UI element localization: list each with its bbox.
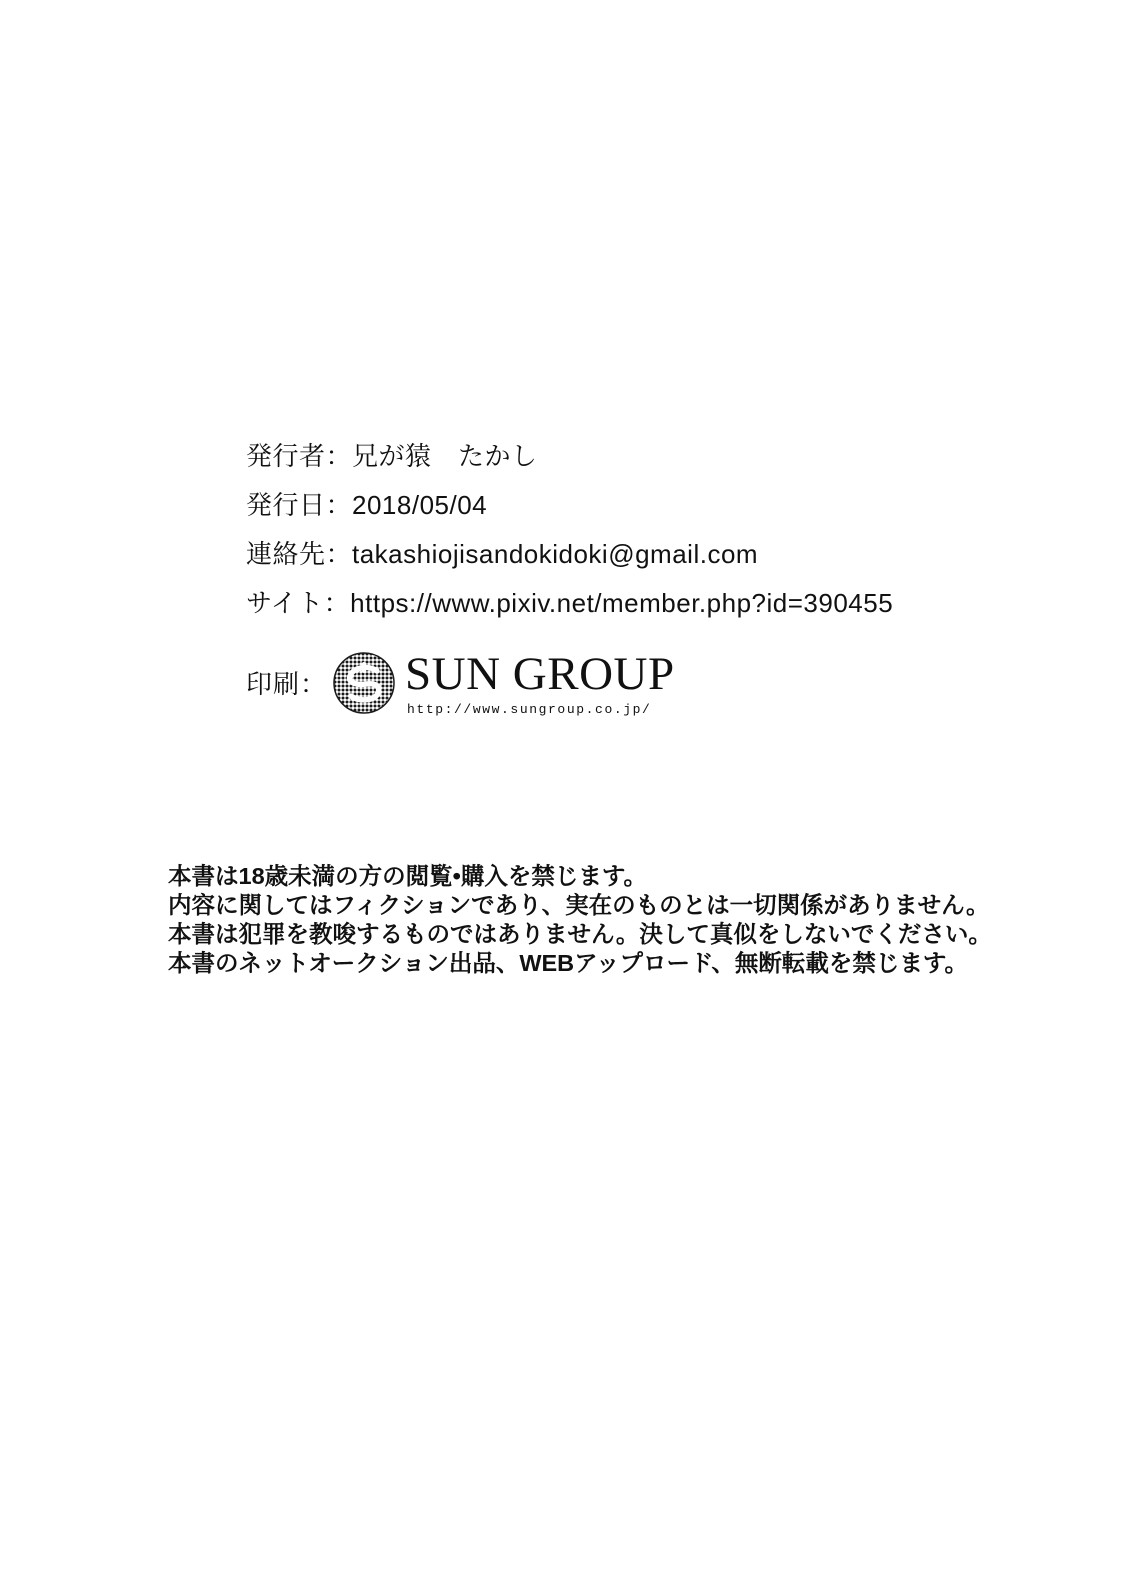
colophon-contact-email: 連絡先：takashiojisandokidoki@gmail.com (246, 539, 759, 569)
notice-line-fiction: 内容に関してはフィクションであり、実在のものとは一切関係がありません。 (168, 892, 990, 918)
notice-line-no-reupload: 本書のネットオークション出品、WEBアップロード、無断転載を禁じます。 (168, 950, 969, 976)
notice-line-no-crime: 本書は犯罪を教唆するものではありません。決して真似をしないでください。 (168, 921, 992, 947)
sun-group-halftone-circle-logo-icon (333, 652, 395, 714)
sun-group-logo-url: http://www.sungroup.co.jp/ (407, 702, 652, 717)
legal-notice-block (168, 862, 1048, 978)
notice-line-age: 本書は18歳未満の方の閲覧•購入を禁じます。 (168, 863, 647, 889)
colophon-publisher: 発行者：兄が猿 たかし (246, 441, 538, 471)
colophon-site-url: サイト：https://www.pixiv.net/member.php?id=390455 (246, 588, 894, 618)
printer-label: 印刷： (246, 669, 328, 699)
colophon-block (246, 432, 1066, 628)
sun-group-logo-text: SUN GROUP (405, 648, 675, 700)
colophon-publish-date: 発行日：2018/05/04 (246, 490, 488, 520)
printer-row (246, 648, 675, 717)
sun-group-logo (333, 648, 675, 717)
